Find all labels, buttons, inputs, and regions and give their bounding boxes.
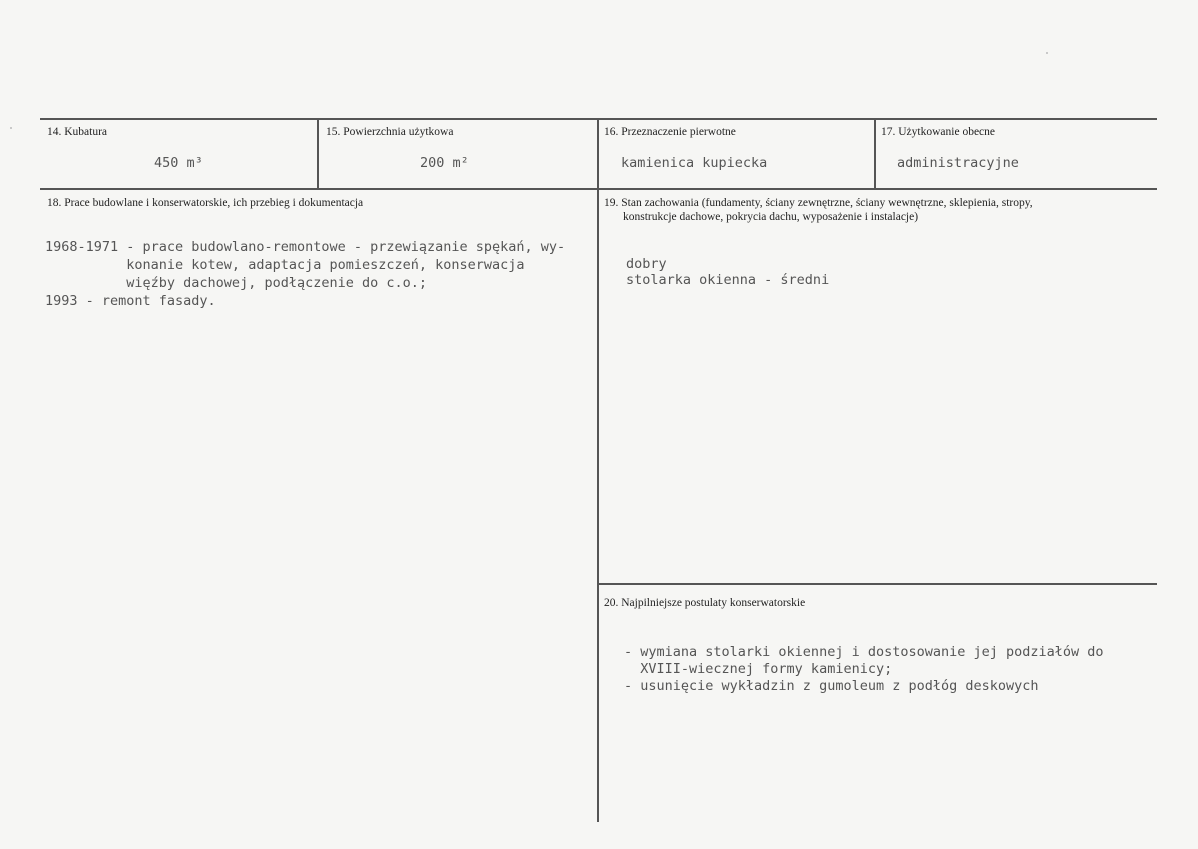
- row-divider-20: [597, 583, 1157, 585]
- field-15-label: 15. Powierzchnia użytkowa: [326, 126, 454, 138]
- field-17-label: 17. Użytkowanie obecne: [881, 126, 996, 138]
- field-18-line: 1993 - remont fasady.: [45, 293, 216, 309]
- field-18-line: więźby dachowej, podłączenie do c.o.;: [45, 275, 428, 291]
- field-18-label: 18. Prace budowlane i konserwatorskie, ich przebieg i dokumentacja: [47, 197, 364, 209]
- field-15-value: 200 m²: [420, 155, 469, 171]
- field-20-label: 20. Najpilniejsze postulaty konserwatorskie: [604, 597, 806, 609]
- field-20-line: - wymiana stolarki okiennej i dostosowanie jej podziałów do: [624, 644, 1104, 660]
- form-top-border: [40, 118, 1157, 120]
- field-18-line: konanie kotew, adaptacja pomieszczeń, konserwacja: [45, 257, 525, 273]
- col-divider-14-15: [317, 118, 319, 189]
- col-divider-center: [597, 118, 599, 822]
- field-19-line: stolarka okienna - średni: [626, 272, 830, 288]
- field-17-value: administracyjne: [897, 155, 1019, 171]
- field-14-value: 450 m³: [154, 155, 203, 171]
- field-19-line: dobry: [626, 256, 667, 272]
- field-16-label: 16. Przeznaczenie pierwotne: [604, 126, 736, 138]
- paper-speck: [10, 127, 12, 129]
- field-16-value: kamienica kupiecka: [621, 155, 768, 171]
- field-18-line: 1968-1971 - prace budowlano-remontowe - przewiązanie spękań, wy-: [45, 239, 566, 255]
- paper-speck: [1046, 52, 1048, 54]
- field-20-line: XVIII-wiecznej formy kamienicy;: [624, 661, 893, 677]
- field-14-label: 14. Kubatura: [47, 126, 108, 138]
- field-20-line: - usunięcie wykładzin z gumoleum z podłóg deskowych: [624, 678, 1039, 694]
- row-divider-1: [40, 188, 1157, 190]
- col-divider-16-17: [874, 118, 876, 189]
- field-19-label: 19. Stan zachowania (fundamenty, ściany zewnętrzne, ściany wewnętrzne, sklepienia, stropy,: [604, 197, 1033, 209]
- field-19-label-continued: konstrukcje dachowe, pokrycia dachu, wyposażenie i instalacje): [623, 211, 919, 223]
